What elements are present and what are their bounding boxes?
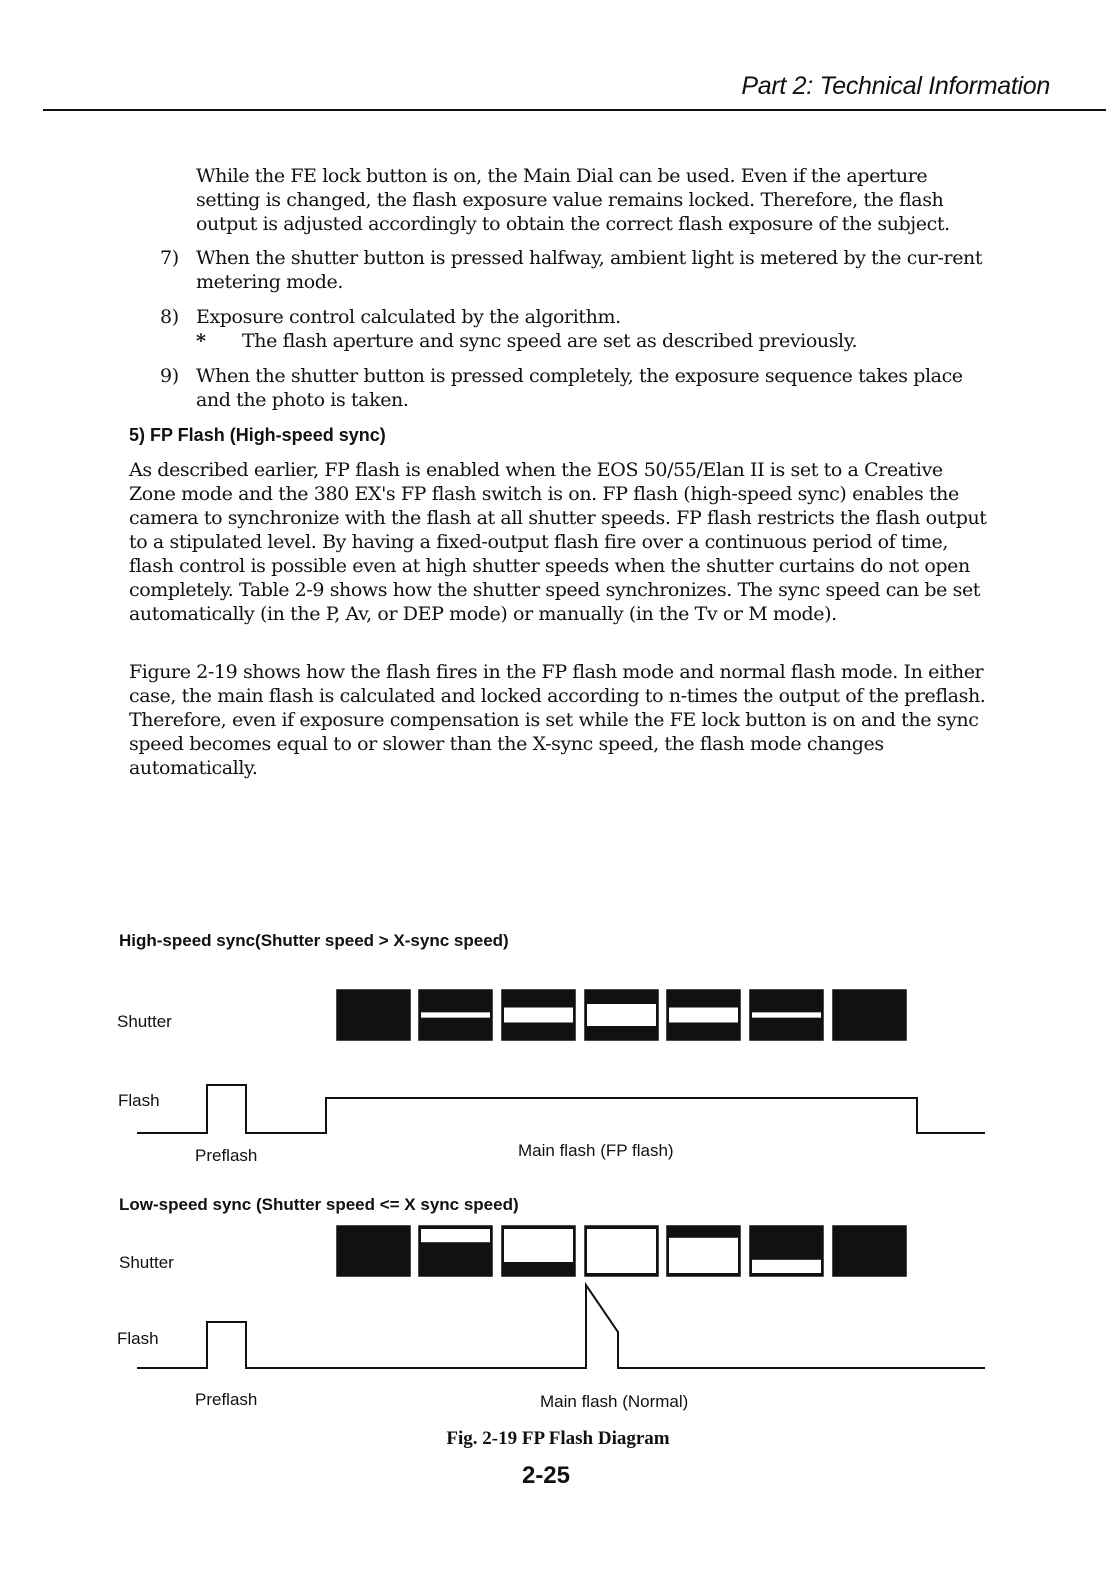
high-speed-shutter-open-slit [752,1012,821,1017]
step-number: 8) [160,306,179,328]
figure-caption: Fig. 2-19 FP Flash Diagram [446,1428,670,1449]
step-number: 9) [160,365,179,387]
low-speed-shutter-open-slit [587,1229,656,1273]
high-speed-shutter-label: Shutter [117,1012,172,1031]
low-speed-shutter-frame-3 [502,1226,575,1276]
low-speed-shutter-label: Shutter [119,1253,174,1272]
step-text: When the shutter button is pressed completely, the exposure sequence takes place and the photo is taken. [196,365,963,411]
step-number: 7) [160,247,179,269]
high-speed-shutter-open-slit [504,1008,573,1023]
high-speed-flash-label: Flash [118,1091,160,1110]
low-speed-shutter-open-slit [421,1229,490,1242]
section-heading: 5) FP Flash (High-speed sync) [129,425,386,445]
low-speed-shutter-frame-1 [337,1226,410,1276]
high-speed-shutter-open-slit [421,1012,490,1017]
low-speed-shutter-frame-2 [419,1226,492,1276]
high-speed-preflash-label: Preflash [195,1146,258,1165]
low-speed-shutter-frame-7 [833,1226,906,1276]
low-speed-shutter-frames [337,1226,906,1276]
high-speed-title: High-speed sync(Shutter speed > X-sync speed) [119,931,509,950]
section-paragraph-1: As described earlier, FP flash is enabled when the EOS 50/55/Elan II is set to a Creative Zone mode and the 380 EX's FP flash switch is on. FP flash (high-speed sync) enables the camera to synchronize with the flash at all shutter speeds. FP flash restricts the flash output to a stipulated level. By having a fixed-output flash fire over a continuous period of time, flash control is possible even at high shutter speeds when the shutter curtains do not open completely. Table 2-9 shows how the shutter speed synchronizes. The sync speed can be set automatically (in the P, Av, or DEP mode) or manually (in the Tv or M mode). [129,459,987,625]
bullet-text: The flash aperture and sync speed are set as described previously. [242,330,858,352]
low-speed-shutter-frame-6 [750,1226,823,1276]
high-speed-shutter-frames [337,990,906,1040]
page-number: 2-25 [521,1462,571,1489]
low-speed-flash-label: Flash [117,1329,159,1348]
high-speed-shutter-frame-5 [667,990,740,1040]
low-speed-shutter-open-slit [752,1260,821,1273]
step-text: When the shutter button is pressed halfway, ambient light is metered by the cur-rent metering mode. [196,247,983,293]
bullet-marker: * [196,330,206,352]
section-paragraph-2: Figure 2-19 shows how the flash fires in the FP flash mode and normal flash mode. In either case, the main flash is calculated and locked according to n-times the output of the preflash. Therefore, even if exposure compensation is set while the FE lock button is on and the sync speed becomes equal to or slower than the X-sync speed, the flash mode changes automatically. [129,661,986,779]
low-speed-flash-waveform [137,1285,985,1368]
low-speed-shutter-frame-4 [585,1226,658,1276]
high-speed-shutter-frame-2 [419,990,492,1040]
high-speed-shutter-frame-body [337,990,410,1040]
high-speed-shutter-frame-3 [502,990,575,1040]
low-speed-shutter-frame-body [337,1226,410,1276]
low-speed-shutter-frame-body [833,1226,906,1276]
low-speed-shutter-frame-5 [667,1226,740,1276]
intro-paragraph: While the FE lock button is on, the Main Dial can be used. Even if the aperture setting is changed, the flash exposure value remains locked. Therefore, the flash output is adjusted accordingly to obtain the correct flash exposure of the subject. [196,165,950,235]
high-speed-flash-waveform [137,1085,985,1133]
high-speed-shutter-frame-body [833,990,906,1040]
low-speed-title: Low-speed sync (Shutter speed <= X sync speed) [119,1195,519,1214]
high-speed-shutter-open-slit [669,1008,738,1023]
high-speed-main-flash-label: Main flash (FP flash) [518,1141,674,1160]
high-speed-shutter-frame-4 [585,990,658,1040]
low-speed-main-flash-label: Main flash (Normal) [540,1392,689,1411]
low-speed-shutter-open-slit [504,1229,573,1262]
page-header-title: Part 2: Technical Information [741,72,1050,100]
high-speed-shutter-frame-7 [833,990,906,1040]
high-speed-shutter-open-slit [587,1004,656,1026]
high-speed-shutter-frame-6 [750,990,823,1040]
low-speed-shutter-open-slit [669,1238,738,1273]
step-text: Exposure control calculated by the algorithm. [196,306,621,328]
high-speed-shutter-frame-1 [337,990,410,1040]
low-speed-preflash-label: Preflash [195,1390,258,1409]
